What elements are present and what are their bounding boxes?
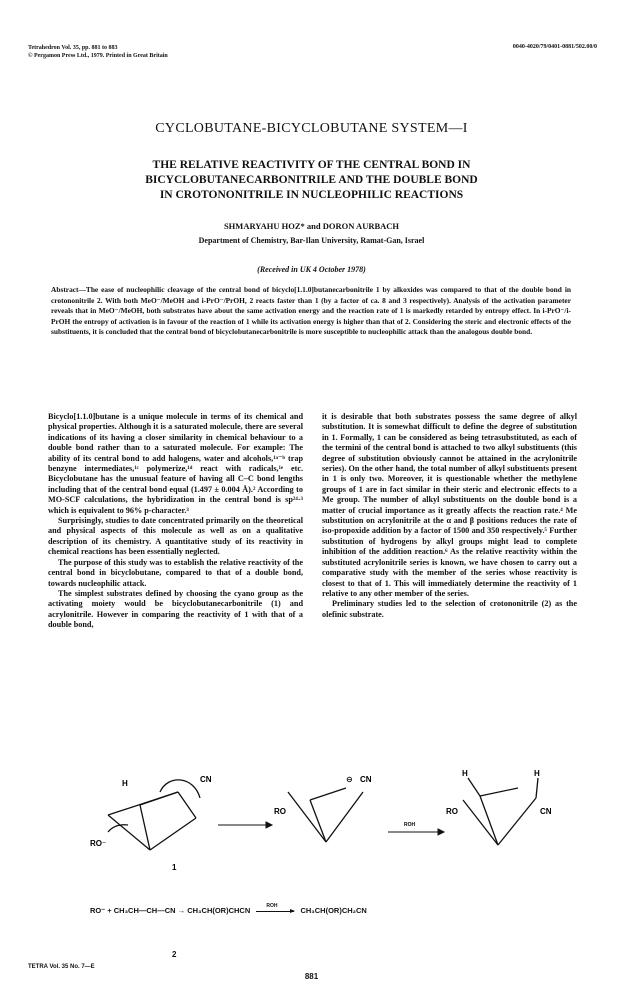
compound-2-label: 2 <box>172 950 177 959</box>
journal-line-2: © Pergamon Press Ltd., 1979. Printed in Great Britain <box>28 53 168 59</box>
label-h-4: H <box>534 770 540 778</box>
paragraph: The purpose of this study was to establish the relative reactivity of the central bond in bicyclobutane, compared to that of a double bond, towards nucleophilic attack. <box>48 557 303 588</box>
label-cn-2: CN <box>360 775 372 784</box>
body-column-right <box>322 412 577 620</box>
paragraph: Bicyclo[1.1.0]butane is a unique molecule in terms of its chemical and physical properties. Although it is a saturated molecule, there are several indications of its having a closer similarity in chemical behaviour to a double bond rather than to a saturated molecule. For example: The ability of its central bond to add halogens, water and alcohols,¹ᵃ⁻ᵇ trap benzyne intermediates,¹ᶜ polymerize,¹ᵈ react with radicals,¹ᵉ etc. Bicyclobutane has the unusual feature of having all C–C bond lengths including that of the central bond equal (1.497 ± 0.004 Å).² According to MO-SCF calculations, the hybridization in the central bond is sp²⁴·³ which is equivalent to 96% p-character.³ <box>48 412 303 515</box>
series-title: CYCLOBUTANE-BICYCLOBUTANE SYSTEM—I <box>155 121 468 136</box>
equation-arrow-label: ROH <box>266 902 278 909</box>
label-ro-3: RO <box>446 807 458 816</box>
label-ro-2: RO <box>274 807 286 816</box>
anion-intermediate-structure <box>288 788 363 842</box>
equation-arrow <box>256 902 294 912</box>
article-code: 0040-4020/79/0401-0881/502.00/0 <box>512 44 597 50</box>
footer-volume: TETRA Vol. 35 No. 7—E <box>28 964 95 970</box>
label-ro-minus: RO⁻ <box>90 839 107 848</box>
journal-line-1: Tetrahedron Vol. 35, pp. 881 to 883 <box>28 45 118 51</box>
reaction-equation <box>90 902 367 915</box>
label-cn-1: CN <box>200 775 212 784</box>
abstract: Abstract—The ease of nucleophilic cleavage of the central bond of bicyclo[1.1.0]butanecarbonitrile 1 by alkoxides was compared to that of the double bond in crotononitrile 2. With both MeO⁻/MeOH and i-PrO⁻/PrOH, 2 reacts faster than 1 (by a factor of ca. 8 and 3 respectively). Analysis of the activation parameter reveals that in MeO⁻/MeOH, both substrates have about the same activation energy and the reaction rate of 1 is markedly retarded by entropy effect. In i-PrO⁻/i-PrOH the entropy of activation is in favour of the reaction of 1 while its activation energy is higher than that of 2. Considering the steric and electronic effects of the substituents, it is concluded that the central bond of bicyclobutanecarbonitrile is more susceptible to nucleophilic attack than the analogous double bond. <box>51 285 571 337</box>
equation-left: RO⁻ + CH₃CH—CH—CN → CH₃CH(OR)CHCN <box>90 906 251 915</box>
received-date: (Received in UK 4 October 1978) <box>257 265 366 274</box>
reaction-arrow-1 <box>218 822 272 828</box>
label-roh-1: ROH <box>404 822 416 828</box>
label-h-3: H <box>462 770 468 778</box>
equation-right: CH₃CH(OR)CH₂CN <box>300 906 367 915</box>
paper-title <box>90 158 533 203</box>
paragraph: Preliminary studies led to the selection of crotononitrile (2) as the olefinic substrate. <box>322 599 577 619</box>
label-h-1: H <box>122 779 128 788</box>
label-cn-3: CN <box>540 807 552 816</box>
journal-citation <box>28 44 168 60</box>
body-column-left <box>48 412 303 631</box>
bicyclobutane-structure <box>108 780 200 850</box>
paragraph: The simplest substrates defined by choosing the cyano group as the activating moiety would be bicyclobutanecarbonitrile (1) and acrylonitrile. However in comparing the reactivity of 1 with that of a double bond, <box>48 588 303 630</box>
paragraph: Surprisingly, studies to date concentrated primarily on the theoretical and physical aspects of this molecule as well as on a qualitative description of its chemistry. A quantitative study of its reactivity in chemical reactions has been essentially neglected. <box>48 516 303 557</box>
title-line-3: IN CROTONONITRILE IN NUCLEOPHILIC REACTIONS <box>159 189 464 201</box>
product-structure <box>463 778 538 845</box>
label-anion: ⊖ <box>346 775 353 784</box>
label-compound-1: 1 <box>172 863 177 872</box>
authors: SHMARYAHU HOZ* and DORON AURBACH <box>223 221 400 231</box>
paragraph: it is desirable that both substrates possess the same degree of alkyl substitution. It is somewhat difficult to define the degree of substitution in 1. Formally, 1 can be considered as being tetrasubstituted, as each of the termini of the central bond is attached to two alkyl substituents (this degree of substitution obviously cannot be attained in the acrylonitrile series). On the other hand, the total number of alkyl substituents present in 1 is only two. Moreover, it is questionable whether the methylene groups of 1 are in fact similar in their steric and electronic effects to a Me group. The number of alkyl substituents on the double bond is a matter of crucial importance as it greatly affects the reaction rate.⁴ Me substitution on acrylonitrile at the α and β positions reduces the rate of iso-propoxide addition by a factor of 1500 and 350 respectively.⁵ Further substitution of hydrogens by alkyl groups might lead to complete inhibition of the addition reaction.⁶ As the relative reactivity within the substituted acrylonitrile series is known, we have chosen to carry out a comparative study with the member of the series whose reactivity is closest to that of 1. This will immediately determine the reactivity of 1 relative to any other member of the series. <box>322 412 577 598</box>
page-number: 881 <box>304 972 319 981</box>
reaction-scheme <box>88 770 568 920</box>
reaction-arrow-2 <box>388 829 444 835</box>
title-line-2: BICYCLOBUTANECARBONITRILE AND THE DOUBLE BOND <box>145 174 478 186</box>
title-line-1: THE RELATIVE REACTIVITY OF THE CENTRAL BOND IN <box>152 159 471 171</box>
affiliation: Department of Chemistry, Bar-Ilan University, Ramat-Gan, Israel <box>198 236 425 245</box>
